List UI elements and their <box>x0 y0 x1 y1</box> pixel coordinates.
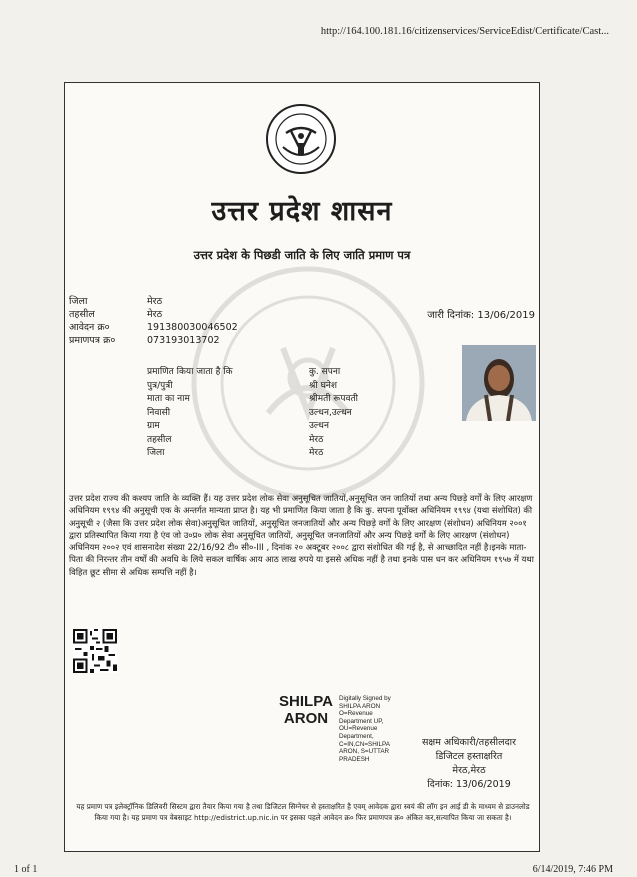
page-number: 1 of 1 <box>14 864 38 875</box>
signature-detail-line: C=IN,CN=SHILPA <box>339 740 390 748</box>
signature-detail-line: Digitally Signed by <box>339 695 391 702</box>
detail-label: पुत्र/पुत्री <box>147 380 173 391</box>
tehsil-label: तहसील <box>69 309 95 320</box>
detail-value: उल्धन,उल्धन <box>309 407 352 418</box>
signature-detail-line: O=Revenue <box>339 710 373 718</box>
header-values <box>147 295 238 347</box>
certificate-body-text: उत्तर प्रदेश राज्य की कश्यप जाति के व्यक्ति हैं। यह उत्तर प्रदेश लोक सेवा अनुसूचित जातियों,अनुसूचित जन जातियों तथा अन्य पिछड़े वर्गों के लिए आरक्षण अधिनियम १९९४ की अनुसूची एक के अन्तर्गत मान्यता प्राप्त है। यह भी प्रमाणित किया जाता है कि कु. सपना पूर्वोक्त अधिनियम १९९४ (यथा संशोधित) की अनुसूची २ (जैसा कि उत्तर प्रदेश लोक सेवा)अनुसूचित जातियों, अनुसूचित जनजातियों और अन्य पिछड़े वर्गों के लिए आरक्षण (संशोधन) अधिनियम २००१ द्वारा प्रतिस्थापित किया गया है एंव जो उ०प्र० लोक सेवा अनुसूचित जातियों, अनुसूचित जनजातियों और अन्य पिछड़े वर्गों के लिए आरक्षण (संशोधन) अधिनियम २००२ एवं शासनादेश संख्या 22/16/92 टी० सी०-III , दिनांक २० अक्टूबर २००८ द्वारा संशोधित की गई है, से आच्छादित नहीं है।इनके माता-पिता की निरन्तर तीन वर्षों की अवधि के लिये सकल वार्षिक आय आठ लाख रुपये या इससे अधिक नहीं है तथा इनके पास धन कर अधिनियम १९५७ में यथा विहित छूट सीमा से अधिक सम्पत्ति नहीं है। <box>69 493 534 577</box>
certificate-title: उत्तर प्रदेश शासन <box>211 196 393 227</box>
detail-row <box>147 364 407 378</box>
signature-detail-line: Department UP, <box>339 717 384 725</box>
application-label: आवेदन क्र० <box>69 322 110 333</box>
signer-name-line: SHILPA <box>279 693 333 710</box>
signature-detail-line: SHILPA ARON <box>339 702 381 710</box>
detail-label: निवासी <box>147 407 171 418</box>
detail-value: मेरठ <box>309 434 324 445</box>
up-government-emblem-icon <box>265 103 337 175</box>
detail-row <box>147 445 407 459</box>
certificate <box>64 82 540 852</box>
detail-label: प्रमाणित किया जाता है कि <box>147 367 233 377</box>
detail-value: कु. सपना <box>309 367 341 377</box>
district-label: जिला <box>69 296 88 307</box>
issuing-authority <box>409 736 529 792</box>
tehsil-value: मेरठ <box>147 309 163 320</box>
header-labels <box>69 295 115 347</box>
detail-row <box>147 418 407 432</box>
detail-label: माता का नाम <box>147 394 190 404</box>
signature-detail-line: PRADESH <box>339 755 370 763</box>
certificate-subtitle: उत्तर प्रदेश के पिछडी जाति के लिए जाति प्रमाण पत्र <box>193 248 411 262</box>
detail-row <box>147 378 407 392</box>
detail-label: ग्राम <box>147 421 160 431</box>
certificate-no-label: प्रमाणपत्र क्र० <box>69 335 116 346</box>
print-timestamp: 6/14/2019, 7:46 PM <box>532 864 613 875</box>
issue-date: जारी दिनांक: 13/06/2019 <box>427 310 535 321</box>
authority-place: मेरठ,मेरठ <box>452 765 486 776</box>
detail-row <box>147 432 407 446</box>
detail-label: तहसील <box>147 434 172 445</box>
district-value: मेरठ <box>147 296 163 307</box>
authority-digital-signed: डिजिटल हस्ताक्षरित <box>435 751 503 762</box>
application-number: 191380030046502 <box>147 322 238 333</box>
qr-code-icon[interactable] <box>73 629 117 673</box>
authority-title: सक्षम अधिकारी/तहसीलदार <box>422 737 516 748</box>
signer-name-line: ARON <box>283 710 329 727</box>
signature-detail-line: OU=Revenue <box>339 725 378 733</box>
detail-value: उल्धन <box>309 421 329 431</box>
detail-value: श्री घनेश <box>309 380 337 391</box>
detail-row <box>147 391 407 405</box>
applicant-photo <box>462 345 536 421</box>
signer-name <box>275 693 337 727</box>
page-url: http://164.100.181.16/citizenservices/ServiceEdist/Certificate/Cast... <box>320 26 609 37</box>
signature-detail-line: ARON, S=UTTAR <box>339 748 390 756</box>
detail-row <box>147 405 407 419</box>
certificate-number: 073193013702 <box>147 335 220 346</box>
signature-detail-line: Department, <box>339 732 374 740</box>
authority-date: दिनांक: 13/06/2019 <box>427 779 511 790</box>
detail-value: मेरठ <box>309 448 324 458</box>
detail-value: श्रीमती रूपवती <box>309 394 358 404</box>
signature-details <box>339 695 403 763</box>
detail-label: जिला <box>147 448 165 458</box>
verification-footer: यह प्रमाण पत्र इलेक्ट्रॉनिक डिलिवरी सिस्टम द्वारा तैयार किया गया है तथा डिजिटल सिग्नेचर से हस्ताक्षरित है एवम् आवेदक द्वारा स्वयं की लॉग इन आई डी के माध्यम से डाउनलोड किया गया है। यह प्रमाण पत्र वेबसाइट http://edistrict.up.nic.in पर इसका पहले आवेदन क्र० फिर प्रमाणपत्र क्र० अंकित कर,सत्यापित किया जा सकता है। <box>76 802 530 822</box>
applicant-details <box>147 364 407 459</box>
